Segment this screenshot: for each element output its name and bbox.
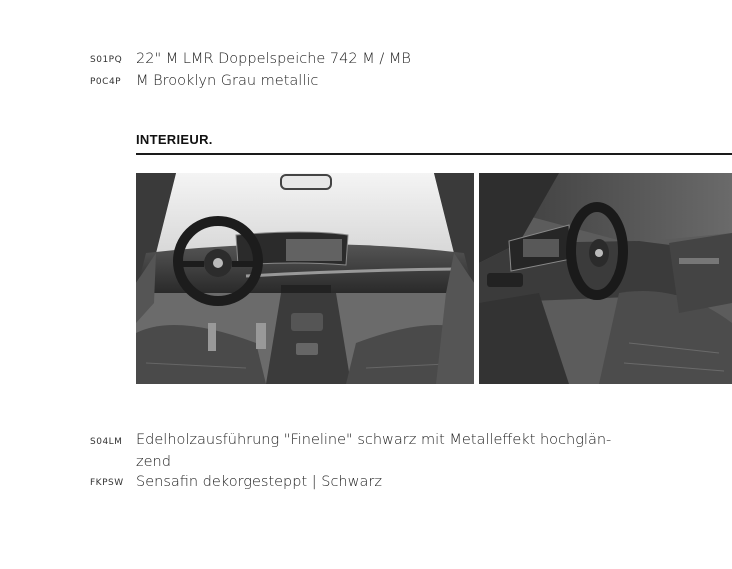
option-code: S01PQ bbox=[90, 55, 123, 65]
option-description: Edelholzausführung "Fineline" schwarz mit Metalleffekt hochglän- bbox=[136, 432, 612, 448]
option-description-continued: zend bbox=[136, 454, 171, 470]
option-description: Sensafin dekorgesteppt | Schwarz bbox=[136, 474, 382, 490]
option-code: P0C4P bbox=[90, 77, 122, 87]
option-code: S04LM bbox=[90, 437, 123, 447]
option-code: FKPSW bbox=[90, 478, 124, 488]
section-heading: INTERIEUR. bbox=[136, 132, 213, 147]
dashboard-front-view-photo bbox=[136, 173, 474, 384]
driver-side-view-photo bbox=[479, 173, 732, 384]
option-description: M Brooklyn Grau metallic bbox=[136, 73, 319, 89]
section-divider bbox=[136, 153, 732, 155]
option-description: 22" M LMR Doppelspeiche 742 M / MB bbox=[136, 51, 411, 67]
